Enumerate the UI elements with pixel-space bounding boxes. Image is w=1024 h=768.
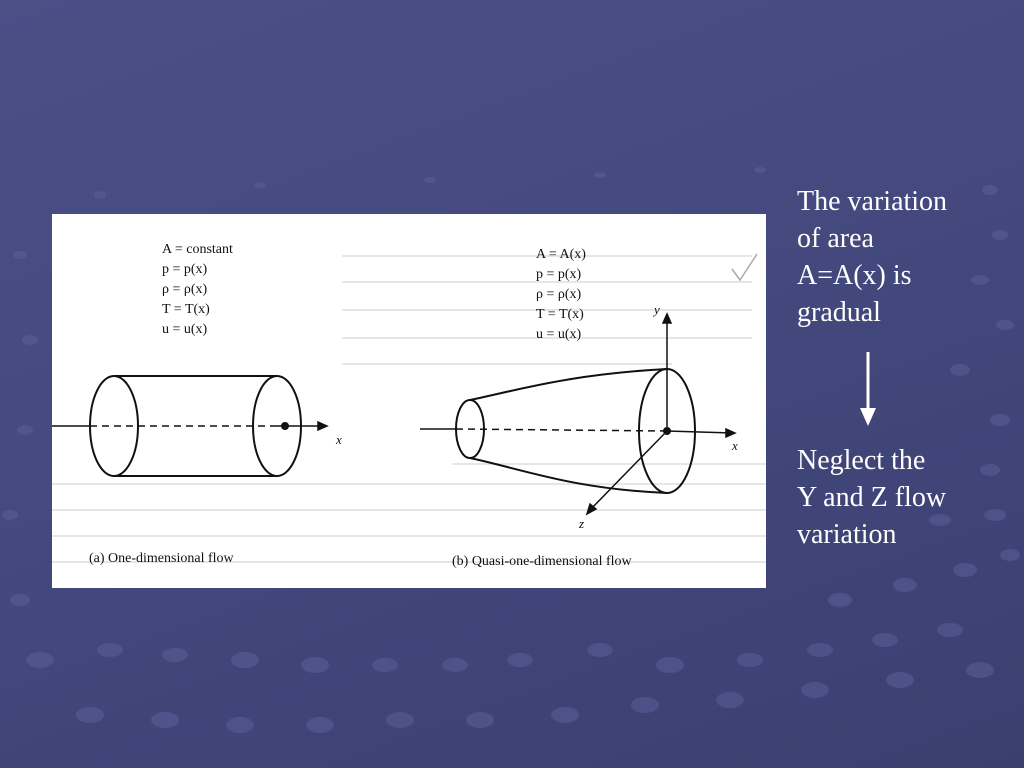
equation-velocity-left: u = u(x) — [162, 322, 208, 337]
area-variation-line-1: The variation — [797, 186, 948, 217]
equation-density-right: ρ = ρ(x) — [536, 287, 582, 302]
y-axis-label: y — [654, 302, 660, 317]
flow-diagram-drawing — [52, 214, 766, 588]
x-axis-right — [420, 429, 735, 437]
area-variation-line-2: of area — [797, 223, 874, 254]
equation-velocity-right: u = u(x) — [536, 327, 582, 342]
check-mark-icon — [732, 254, 757, 280]
equation-pressure-right: p = p(x) — [536, 267, 582, 282]
down-arrow-icon — [857, 350, 879, 428]
neglect-variation-text — [797, 442, 946, 553]
equation-area-variable: A = A(x) — [536, 247, 586, 262]
neglect-line-2: Y and Z flow — [797, 482, 947, 513]
equation-density-left: ρ = ρ(x) — [162, 282, 208, 297]
z-axis-label: z — [579, 516, 585, 531]
y-axis — [663, 314, 671, 431]
area-variation-text — [797, 183, 947, 331]
neglect-line-1: Neglect the — [797, 445, 926, 476]
x-axis-label-left: x — [336, 432, 342, 447]
caption-one-dimensional: (a) One-dimensional flow — [89, 551, 234, 566]
equation-temperature-left: T = T(x) — [162, 302, 210, 317]
cylinder-one-dimensional — [90, 376, 301, 476]
nozzle-quasi-one-dimensional — [456, 369, 695, 493]
equation-temperature-right: T = T(x) — [536, 307, 584, 322]
equation-pressure-left: p = p(x) — [162, 262, 208, 277]
z-axis — [587, 431, 667, 514]
flow-diagram-figure — [52, 214, 766, 588]
area-variation-line-4: gradual — [797, 297, 881, 328]
caption-quasi-one-dimensional: (b) Quasi-one-dimensional flow — [452, 554, 632, 569]
x-axis-label-right: x — [732, 438, 738, 453]
equation-area-constant: A = constant — [162, 242, 233, 257]
area-variation-line-3: A=A(x) is — [797, 260, 912, 291]
neglect-line-3: variation — [797, 519, 897, 550]
